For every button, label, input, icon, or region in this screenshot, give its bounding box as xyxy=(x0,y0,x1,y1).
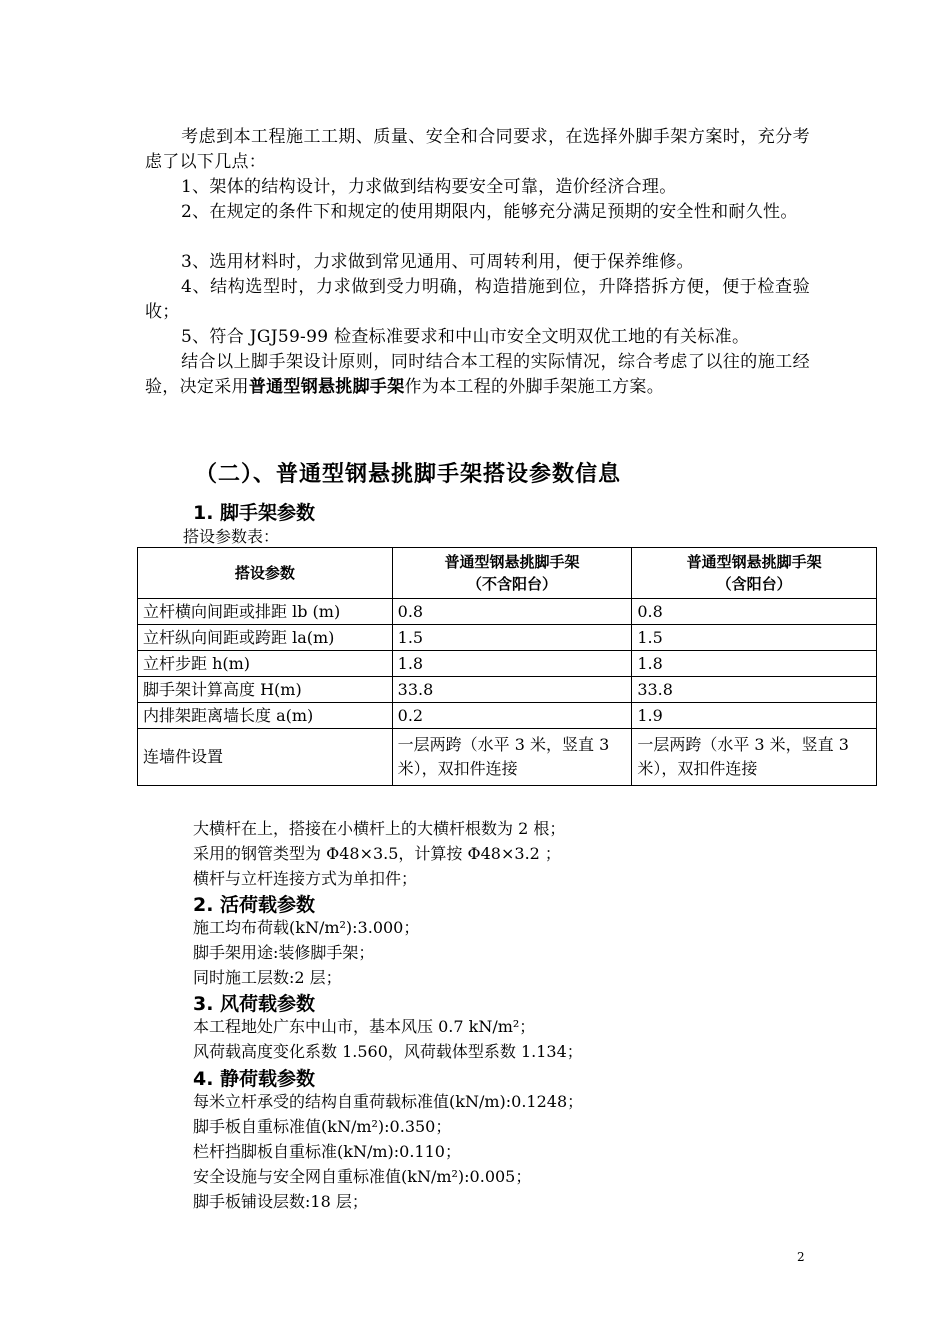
intro-text: 考虑到本工程施工工期、质量、安全和合同要求，在选择外脚手架方案时，充分考虑了以下几点： xyxy=(145,127,810,172)
table-row xyxy=(138,599,877,625)
parameter-table xyxy=(137,547,877,786)
section-title: （二）、普通型钢悬挑脚手架搭设参数信息 xyxy=(195,462,622,487)
table-cell: 一层两跨（水平 3 米，竖直 3 米），双扣件连接 xyxy=(392,729,632,786)
table-cell: 0.8 xyxy=(632,599,877,625)
note-line: 采用的钢管类型为 Φ48×3.5，计算按 Φ48×3.2 ； xyxy=(193,844,561,863)
table-header-no-balcony xyxy=(392,548,632,599)
table-header-param: 搭设参数 xyxy=(138,548,393,599)
design-point-text: 4、结构选型时，力求做到受力明确，构造措施到位，升降搭拆方便，便于检查验收； xyxy=(145,277,810,322)
note-line: 本工程地处广东中山市，基本风压 0.7 kN/m²； xyxy=(193,1017,536,1036)
note-line: 同时施工层数:2 层； xyxy=(193,968,342,987)
note-line: 大横杆在上，搭接在小横杆上的大横杆根数为 2 根； xyxy=(193,819,566,838)
table-header-with-balcony xyxy=(632,548,877,599)
design-point-1 xyxy=(145,175,810,200)
table-cell: 0.8 xyxy=(392,599,632,625)
page-number: 2 xyxy=(797,1250,805,1264)
table-cell: 1.8 xyxy=(632,651,877,677)
table-row xyxy=(138,729,877,786)
table-cell: 立杆纵向间距或跨距 la(m) xyxy=(138,625,393,651)
table-row xyxy=(138,703,877,729)
note-line: 施工均布荷载(kN/m²):3.000； xyxy=(193,918,420,937)
design-point-text: 3、选用材料时，力求做到常见通用、可周转利用，便于保养维修。 xyxy=(181,252,694,272)
design-point-3 xyxy=(145,250,810,275)
table-cell: 立杆步距 h(m) xyxy=(138,651,393,677)
table-cell: 0.2 xyxy=(392,703,632,729)
subsection-static-load: 4. 静荷载参数 xyxy=(193,1068,316,1090)
table-caption: 搭设参数表： xyxy=(183,527,280,546)
table-cell: 33.8 xyxy=(632,677,877,703)
note-line: 安全设施与安全网自重标准值(kN/m²):0.005； xyxy=(193,1167,532,1186)
design-point-text: 1、架体的结构设计，力求做到结构要安全可靠，造价经济合理。 xyxy=(181,177,677,197)
note-line: 栏杆挡脚板自重标准(kN/m):0.110； xyxy=(193,1142,461,1161)
table-cell: 1.5 xyxy=(632,625,877,651)
note-line: 脚手架用途:装修脚手架； xyxy=(193,943,375,962)
note-line: 每米立杆承受的结构自重荷载标准值(kN/m):0.1248； xyxy=(193,1092,584,1111)
design-point-2 xyxy=(145,200,810,225)
table-cell: 一层两跨（水平 3 米，竖直 3 米），双扣件连接 xyxy=(632,729,877,786)
table-cell: 脚手架计算高度 H(m) xyxy=(138,677,393,703)
note-line: 脚手板自重标准值(kN/m²):0.350； xyxy=(193,1117,452,1136)
header-line: （含阳台） xyxy=(716,575,792,593)
table-row xyxy=(138,625,877,651)
conclusion-text-end: 作为本工程的外脚手架施工方案。 xyxy=(404,377,665,397)
subsection-scaffold-params: 1. 脚手架参数 xyxy=(193,502,316,524)
note-line: 风荷载高度变化系数 1.560，风荷载体型系数 1.134； xyxy=(193,1042,583,1061)
design-point-4 xyxy=(145,275,810,325)
header-line: 普通型钢悬挑脚手架 xyxy=(444,553,580,571)
conclusion-highlight: 普通型钢悬挑脚手架 xyxy=(248,377,405,397)
design-point-text: 2、在规定的条件下和规定的使用期限内，能够充分满足预期的安全性和耐久性。 xyxy=(181,202,798,222)
table-row xyxy=(138,651,877,677)
note-line: 脚手板铺设层数:18 层； xyxy=(193,1192,368,1211)
table-cell: 33.8 xyxy=(392,677,632,703)
subsection-wind-load: 3. 风荷载参数 xyxy=(193,993,316,1015)
table-cell: 连墙件设置 xyxy=(138,729,393,786)
table-header-row xyxy=(138,548,877,599)
table-row xyxy=(138,677,877,703)
subsection-live-load: 2. 活荷载参数 xyxy=(193,894,316,916)
table-cell: 内排架距离墙长度 a(m) xyxy=(138,703,393,729)
note-line: 横杆与立杆连接方式为单扣件； xyxy=(193,869,418,888)
table-cell: 1.8 xyxy=(392,651,632,677)
header-line: （不含阳台） xyxy=(466,575,557,593)
table-cell: 立杆横向间距或排距 lb (m) xyxy=(138,599,393,625)
design-point-5 xyxy=(145,325,810,350)
conclusion-paragraph xyxy=(145,350,810,400)
design-point-text: 5、符合 JGJ59-99 检查标准要求和中山市安全文明双优工地的有关标准。 xyxy=(181,327,750,347)
table-cell: 1.9 xyxy=(632,703,877,729)
conclusion-text: 结合以上脚手架设计原则，同时结合本工程的实际情况，综合考虑了以往的施工经验，决定采用 xyxy=(145,352,810,397)
header-line: 普通型钢悬挑脚手架 xyxy=(686,553,822,571)
intro-paragraph xyxy=(145,125,810,175)
table-cell: 1.5 xyxy=(392,625,632,651)
